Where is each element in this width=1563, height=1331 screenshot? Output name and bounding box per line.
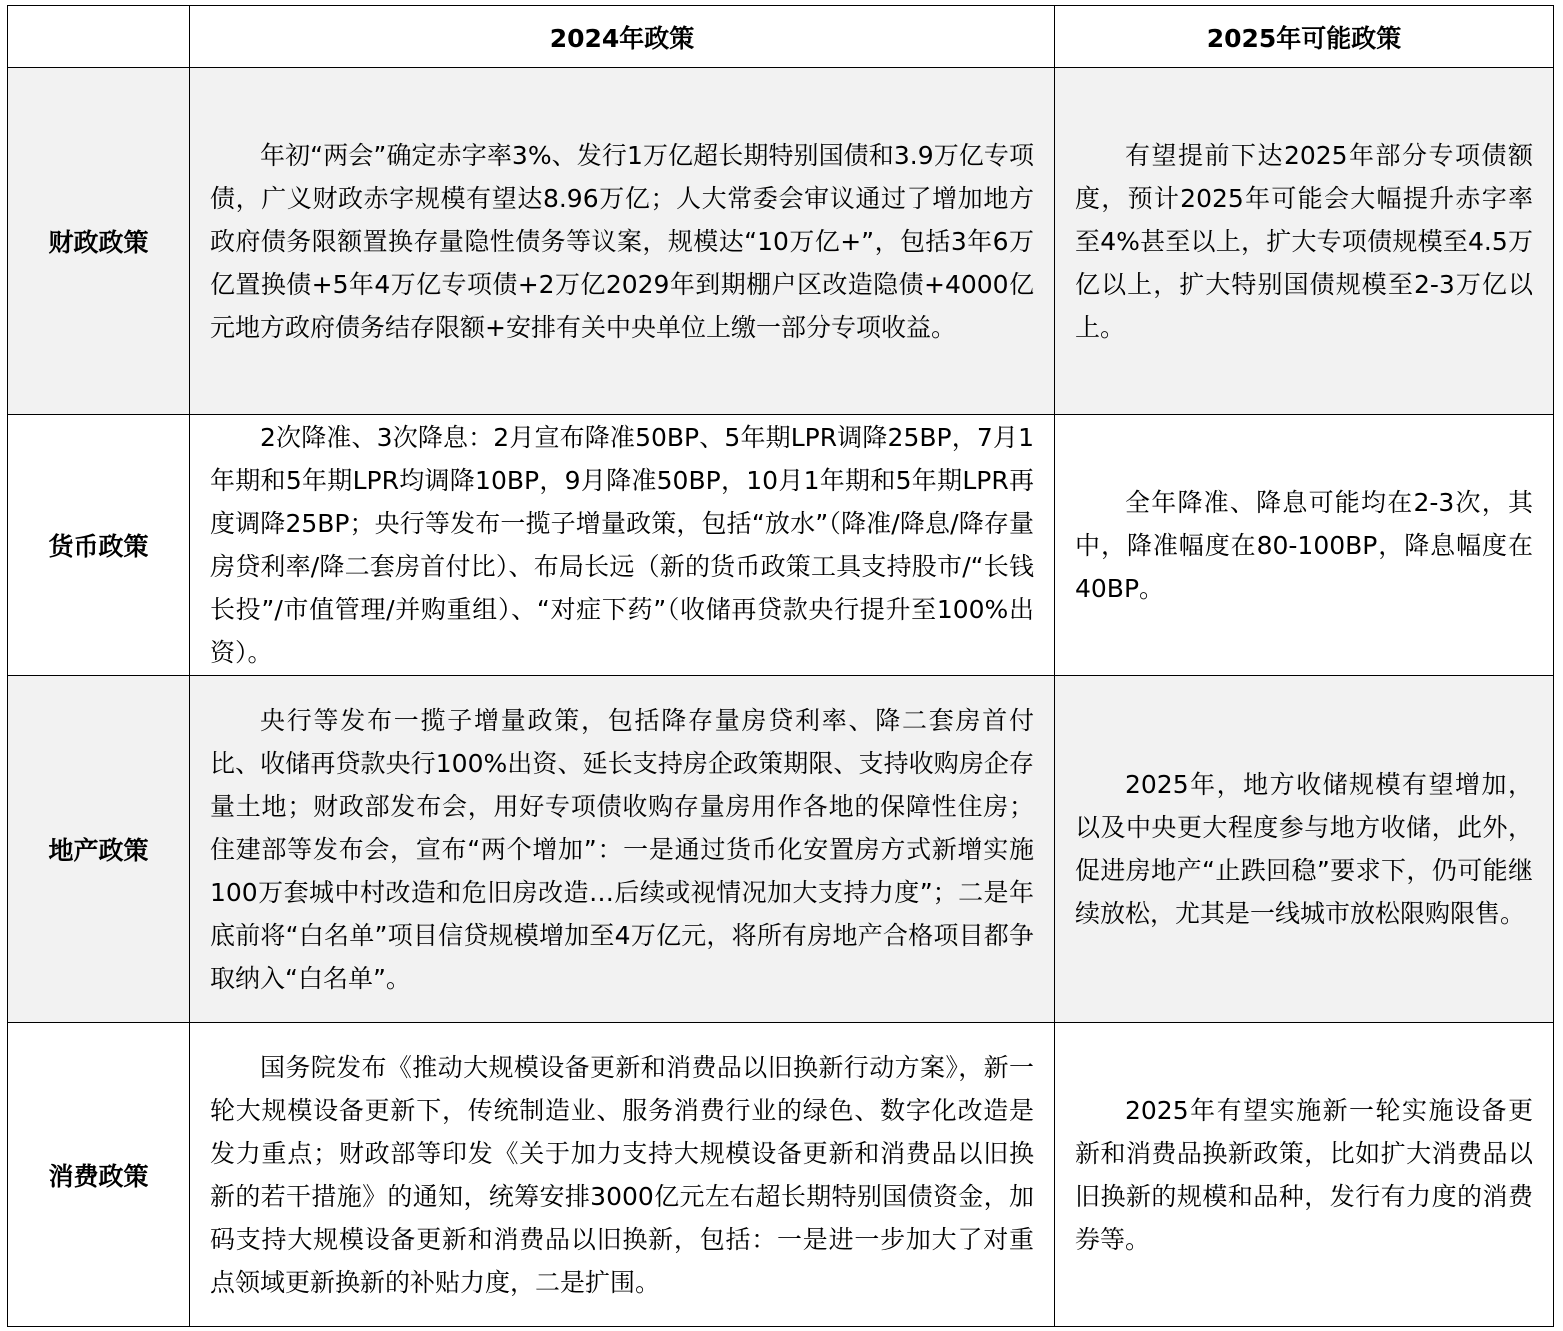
header-empty — [8, 6, 190, 68]
cell-2025 — [1055, 676, 1554, 1023]
row-label: 货币政策 — [8, 415, 190, 676]
header-row — [8, 6, 1554, 68]
row-label: 地产政策 — [8, 676, 190, 1023]
table-row-monetary — [8, 415, 1554, 676]
cell-text: 有望提前下达2025年部分专项债额度，预计2025年可能会大幅提升赤字率至4%甚至以上，扩大专项债规模至4.5万亿以上，扩大特别国债规模至2-3万亿以上。 — [1075, 140, 1533, 342]
table-row-property — [8, 676, 1554, 1023]
cell-2024 — [190, 1023, 1055, 1327]
cell-2025 — [1055, 415, 1554, 676]
policy-table — [7, 5, 1554, 1327]
cell-text: 2025年有望实施新一轮实施设备更新和消费品换新政策，比如扩大消费品以旧换新的规模和品种，发行有力度的消费券等。 — [1075, 1095, 1533, 1254]
cell-text: 国务院发布《推动大规模设备更新和消费品以旧换新行动方案》，新一轮大规模设备更新下，传统制造业、服务消费行业的绿色、数字化改造是发力重点；财政部等印发《关于加力支持大规模设备更新和消费品以旧换新的若干措施》的通知，统筹安排3000亿元左右超长期特别国债资金，加码支持大规模设备更新和消费品以旧换新，包括：一是进一步加大了对重点领域更新换新的补贴力度，二是扩围。 — [210, 1052, 1034, 1297]
row-label: 财政政策 — [8, 68, 190, 415]
cell-2024 — [190, 676, 1055, 1023]
cell-2024 — [190, 68, 1055, 415]
header-2025: 2025年可能政策 — [1055, 6, 1554, 68]
table-row-consumption — [8, 1023, 1554, 1327]
cell-2025 — [1055, 68, 1554, 415]
cell-text: 全年降准、降息可能均在2-3次，其中，降准幅度在80-100BP，降息幅度在40BP。 — [1075, 487, 1533, 603]
header-2024: 2024年政策 — [190, 6, 1055, 68]
cell-2025 — [1055, 1023, 1554, 1327]
table-row-fiscal — [8, 68, 1554, 415]
cell-text: 年初“两会”确定赤字率3%、发行1万亿超长期特别国债和3.9万亿专项债，广义财政赤字规模有望达8.96万亿；人大常委会审议通过了增加地方政府债务限额置换存量隐性债务等议案，规模达“10万亿+”，包括3年6万亿置换债+5年4万亿专项债+2万亿2029年到期棚户区改造隐债+4000亿元地方政府债务结存限额+安排有关中央单位上缴一部分专项收益。 — [210, 140, 1034, 342]
cell-text: 2次降准、3次降息：2月宣布降准50BP、5年期LPR调降25BP，7月1年期和5年期LPR均调降10BP，9月降准50BP，10月1年期和5年期LPR再度调降25BP；央行等发布一揽子增量政策，包括“放水”（降准/降息/降存量房贷利率/降二套房首付比）、布局长远（新的货币政策工具支持股市/“长钱长投”/市值管理/并购重组）、“对症下药”（收储再贷款央行提升至100%出资）。 — [210, 423, 1034, 667]
cell-text: 2025年，地方收储规模有望增加，以及中央更大程度参与地方收储，此外，促进房地产“止跌回稳”要求下，仍可能继续放松，尤其是一线城市放松限购限售。 — [1075, 770, 1533, 928]
row-label: 消费政策 — [8, 1023, 190, 1327]
cell-text: 央行等发布一揽子增量政策，包括降存量房贷利率、降二套房首付比、收储再贷款央行100%出资、延长支持房企政策期限、支持收购房企存量土地；财政部发布会，用好专项债收购存量房用作各地的保障性住房；住建部等发布会，宣布“两个增加”：一是通过货币化安置房方式新增实施100万套城中村改造和危旧房改造…后续或视情况加大支持力度”；二是年底前将“白名单”项目信贷规模增加至4万亿元，将所有房地产合格项目都争取纳入“白名单”。 — [210, 705, 1034, 993]
cell-2024 — [190, 415, 1055, 676]
